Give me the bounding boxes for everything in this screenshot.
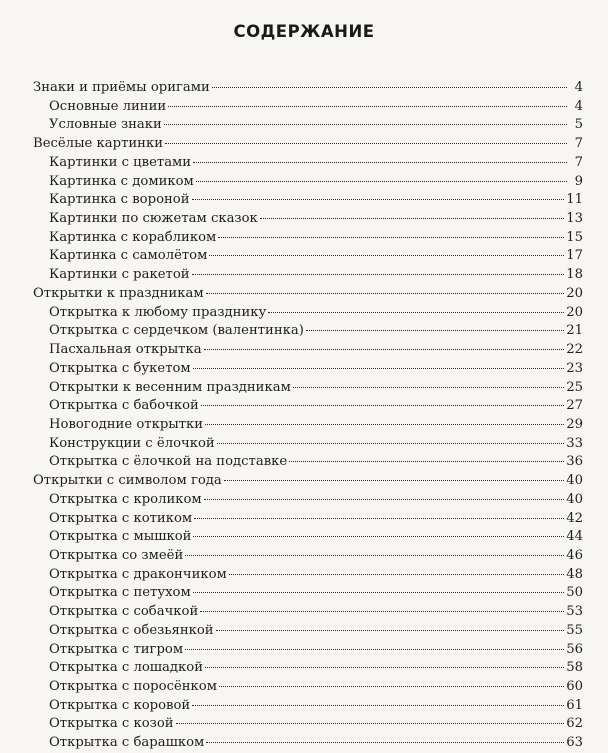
toc-entry-label: Картинки с ракетой xyxy=(49,267,190,283)
dot-leader xyxy=(200,610,564,612)
dot-leader xyxy=(185,554,564,556)
toc-entry-label: Открытка с ёлочкой на подставке xyxy=(49,454,288,470)
toc-entry-page-number: 56 xyxy=(566,641,583,657)
toc-entry-label: Открытка с коровой xyxy=(49,697,191,713)
toc-entry-page-number: 23 xyxy=(566,360,583,376)
dot-leader xyxy=(165,142,567,144)
toc-entry-label: Новогодние открытки xyxy=(49,416,204,432)
toc-entry-label: Открытки к весенним праздникам xyxy=(49,379,291,395)
toc-subentry xyxy=(33,678,583,697)
toc-entry-page-number: 9 xyxy=(574,173,583,189)
toc-entry-label: Основные линии xyxy=(49,98,167,114)
dot-leader xyxy=(192,704,564,706)
toc-entry-label: Открытка с барашком xyxy=(49,735,205,751)
toc-entry-label: Картинка с корабликом xyxy=(49,229,217,245)
toc-subentry xyxy=(33,116,583,135)
toc-section xyxy=(33,472,583,491)
toc-entry-page-number: 17 xyxy=(566,248,583,264)
dot-leader xyxy=(185,648,564,650)
dot-leader xyxy=(193,535,564,537)
toc-subentry xyxy=(33,154,583,173)
toc-entry-page-number: 53 xyxy=(566,604,583,620)
toc-subentry xyxy=(33,304,583,323)
dot-leader xyxy=(206,741,564,743)
toc-subentry xyxy=(33,229,583,248)
dot-leader xyxy=(224,479,564,481)
toc-subentry xyxy=(33,210,583,229)
toc-entry-label: Знаки и приёмы оригами xyxy=(33,80,210,95)
toc-entry-page-number: 44 xyxy=(566,529,583,545)
toc-entry-label: Открытка с петухом xyxy=(49,585,191,601)
toc-subentry xyxy=(33,584,583,603)
toc-entry-label: Открытка с собачкой xyxy=(49,604,199,620)
dot-leader xyxy=(217,442,565,444)
dot-leader xyxy=(260,217,564,219)
toc-subentry xyxy=(33,322,583,341)
toc-subentry xyxy=(33,734,583,753)
dot-leader xyxy=(218,236,564,238)
toc-entry-label: Картинка с самолётом xyxy=(49,248,208,264)
toc-entry-label: Картинки по сюжетам сказок xyxy=(49,211,258,227)
toc-entry-page-number: 46 xyxy=(566,547,583,563)
toc-entry-label: Открытка с тигром xyxy=(49,641,184,657)
toc-entry-page-number: 55 xyxy=(566,622,583,638)
toc-entry-label: Пасхальная открытка xyxy=(49,342,202,358)
toc-entry-label: Открытка с котиком xyxy=(49,510,193,526)
dot-leader xyxy=(192,273,565,275)
toc-subentry xyxy=(33,566,583,585)
page-title: СОДЕРЖАНИЕ xyxy=(233,22,375,41)
toc-entry-page-number: 13 xyxy=(566,211,583,227)
toc-entry-page-number: 63 xyxy=(566,735,583,751)
toc-subentry xyxy=(33,416,583,435)
toc-entry-page-number: 18 xyxy=(566,267,583,283)
dot-leader xyxy=(176,722,565,724)
toc-entry-page-number: 7 xyxy=(574,154,583,170)
toc-subentry xyxy=(33,528,583,547)
toc-entry-label: Открытка к любому празднику xyxy=(49,304,267,320)
toc-entry-label: Открытки с символом года xyxy=(33,473,222,489)
toc-entry-label: Открытка со змеёй xyxy=(49,547,184,563)
toc-entry-page-number: 62 xyxy=(566,716,583,732)
toc-entry-page-number: 20 xyxy=(566,304,583,320)
toc-entry-label: Открытка с букетом xyxy=(49,360,191,376)
toc-entry-page-number: 58 xyxy=(566,660,583,676)
dot-leader xyxy=(216,629,565,631)
dot-leader xyxy=(192,198,565,200)
dot-leader xyxy=(209,254,564,256)
dot-leader xyxy=(193,367,565,369)
toc-subentry xyxy=(33,453,583,472)
toc-entry-page-number: 29 xyxy=(566,416,583,432)
toc-entry-label: Условные знаки xyxy=(49,117,162,133)
toc-entry-label: Открытка с обезьянкой xyxy=(49,622,214,638)
toc-entry-label: Весёлые картинки xyxy=(33,136,164,152)
toc-entry-page-number: 4 xyxy=(574,80,583,95)
toc-entry-page-number: 22 xyxy=(566,342,583,358)
toc-entry-label: Картинка с домиком xyxy=(49,173,194,189)
toc-subentry xyxy=(33,659,583,678)
toc-entry-label: Картинки с цветами xyxy=(49,154,192,170)
toc-entry-page-number: 27 xyxy=(566,398,583,414)
toc-entry-label: Открытка с мышкой xyxy=(49,529,192,545)
toc-entry-page-number: 11 xyxy=(566,192,583,208)
dot-leader xyxy=(194,517,564,519)
toc-subentry xyxy=(33,397,583,416)
toc-entry-page-number: 50 xyxy=(566,585,583,601)
dot-leader xyxy=(212,86,567,88)
toc-entry-page-number: 25 xyxy=(566,379,583,395)
toc-section xyxy=(33,135,583,154)
toc-subentry xyxy=(33,697,583,716)
toc-subentry xyxy=(33,266,583,285)
dot-leader xyxy=(204,348,565,350)
toc-entry-page-number: 36 xyxy=(566,454,583,470)
toc-entry-label: Конструкции с ёлочкой xyxy=(49,435,215,451)
dot-leader xyxy=(205,666,564,668)
dot-leader xyxy=(168,105,567,107)
toc-entry-page-number: 33 xyxy=(566,435,583,451)
toc-subentry xyxy=(33,98,583,117)
dot-leader xyxy=(193,591,564,593)
toc-section xyxy=(33,79,583,98)
toc-entry-label: Открытка с лошадкой xyxy=(49,660,203,676)
toc-subentry xyxy=(33,622,583,641)
toc-entry-label: Открытка с сердечком (валентинка) xyxy=(49,323,304,339)
toc-subentry xyxy=(33,491,583,510)
toc-entry-page-number: 48 xyxy=(566,566,583,582)
dot-leader xyxy=(204,498,565,500)
toc-entry-page-number: 5 xyxy=(574,117,583,133)
toc-entry-label: Открытка с дракончиком xyxy=(49,566,227,582)
dot-leader xyxy=(306,329,564,331)
toc-subentry xyxy=(33,603,583,622)
toc-entry-page-number: 40 xyxy=(566,473,583,489)
dot-leader xyxy=(206,292,565,294)
toc-entry-label: Открытка с козой xyxy=(49,716,174,732)
dot-leader xyxy=(229,573,564,575)
toc-entry-page-number: 60 xyxy=(566,679,583,694)
dot-leader xyxy=(164,123,567,125)
toc-subentry xyxy=(33,510,583,529)
toc-entry-page-number: 15 xyxy=(566,229,583,245)
toc-subentry xyxy=(33,641,583,660)
dot-leader xyxy=(289,460,564,462)
toc-subentry xyxy=(33,360,583,379)
dot-leader xyxy=(219,685,564,687)
toc-entry-label: Открытка с кроликом xyxy=(49,491,202,507)
toc-entry-page-number: 4 xyxy=(574,98,583,114)
toc-subentry xyxy=(33,191,583,210)
toc-subentry xyxy=(33,173,583,192)
toc-entry-page-number: 7 xyxy=(574,136,583,152)
toc-entry-page-number: 61 xyxy=(566,697,583,713)
toc-subentry xyxy=(33,435,583,454)
toc-entry-label: Открытка с бабочкой xyxy=(49,398,199,414)
dot-leader xyxy=(193,161,567,163)
toc-list xyxy=(33,79,583,753)
toc-entry-page-number: 42 xyxy=(566,510,583,526)
toc-entry-page-number: 20 xyxy=(566,285,583,301)
toc-subentry xyxy=(33,341,583,360)
dot-leader xyxy=(196,180,567,182)
toc-section xyxy=(33,285,583,304)
toc-entry-page-number: 21 xyxy=(566,323,583,339)
toc-subentry xyxy=(33,547,583,566)
dot-leader xyxy=(201,404,564,406)
toc-entry-label: Открытка с поросёнком xyxy=(49,679,217,694)
toc-subentry xyxy=(33,379,583,398)
toc-subentry xyxy=(33,247,583,266)
dot-leader xyxy=(205,423,564,425)
toc-entry-page-number: 40 xyxy=(566,491,583,507)
toc-subentry xyxy=(33,715,583,734)
dot-leader xyxy=(268,311,564,313)
dot-leader xyxy=(293,386,564,388)
toc-entry-label: Открытки к праздникам xyxy=(33,285,204,301)
toc-entry-label: Картинка с вороной xyxy=(49,192,190,208)
